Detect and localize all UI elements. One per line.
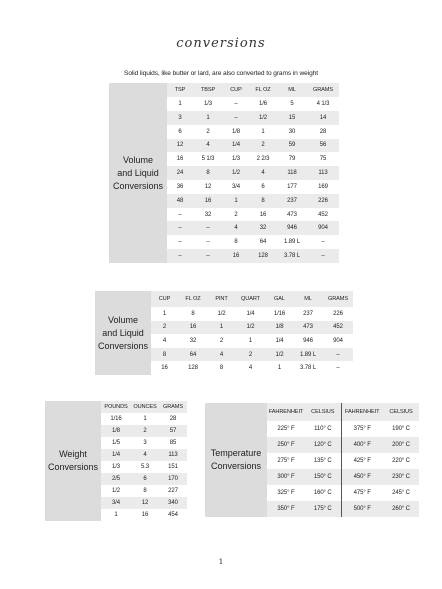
label-line: Volume <box>107 314 139 325</box>
table-cell: 1/2 <box>111 488 121 494</box>
table-cell: 2 <box>249 139 277 153</box>
table-cell: 79 <box>288 156 296 163</box>
table-cell: 1/2 <box>235 321 266 335</box>
table-cell: 275° F <box>277 458 295 464</box>
column-header: OUNCES <box>131 401 159 413</box>
table-cell: 340 <box>159 497 187 509</box>
table-cell: 1/4 <box>275 337 284 344</box>
label-line: and Liquid <box>102 327 144 338</box>
table-header-row <box>167 83 339 97</box>
table-cell: 400° F <box>341 437 383 453</box>
table-cell: 135° C <box>313 458 332 464</box>
column-header: ML <box>293 291 323 307</box>
table-cell: 1 <box>223 194 249 208</box>
table-row <box>267 469 419 485</box>
column-header: GRAMS <box>307 83 339 97</box>
table-cell: 500° F <box>341 501 383 517</box>
table-cell: 1/5 <box>111 440 121 446</box>
page-subtitle: Solid liquids, like butter or lard, are also converted to grams in weight <box>124 70 318 77</box>
table-cell: 1 <box>248 337 253 344</box>
table-cell: 1/2 <box>266 348 293 362</box>
table-cell: 113 <box>307 166 339 180</box>
table-cell: 946 <box>303 337 313 344</box>
table-cell: 1/3 <box>111 464 121 470</box>
column-header: CELSIUS <box>383 403 419 421</box>
table-cell: 1 <box>208 321 235 335</box>
table-cell: 237 <box>303 310 313 317</box>
table-cell: 473 <box>287 211 297 218</box>
table-cell: 85 <box>169 440 177 446</box>
column-header: FAHRENHEIT <box>267 403 305 421</box>
table-cell: 227 <box>168 488 178 494</box>
table-cell: 190° C <box>392 426 410 432</box>
table-cell: 4 1/3 <box>316 100 330 107</box>
column-header: FL OZ <box>249 83 277 97</box>
table-row <box>267 501 419 517</box>
table-cell: 904 <box>333 337 343 344</box>
table-row <box>267 453 419 469</box>
table-cell: – <box>193 249 223 263</box>
table-cell: 225° F <box>277 426 295 432</box>
temperature-conversions-table <box>205 403 419 517</box>
table-cell: 3 <box>167 111 193 125</box>
volume-conversions-table-2 <box>95 291 353 375</box>
weight-conversions-table <box>45 401 187 521</box>
table-cell: 2/5 <box>101 473 131 485</box>
table-cell: 16 <box>161 365 168 372</box>
table-cell: 4 <box>208 348 235 362</box>
volume-conversions-table-1 <box>109 83 339 263</box>
table-cell: 4 <box>249 166 277 180</box>
table-row <box>101 425 187 437</box>
column-header: GRAMS <box>159 401 187 413</box>
table-cell: 904 <box>307 221 339 235</box>
table-cell: 160° C <box>313 490 332 496</box>
table-row <box>151 348 353 362</box>
page-title: conversions <box>176 36 266 51</box>
table-cell: 2 <box>131 425 159 437</box>
table-cell: – <box>336 365 340 372</box>
table-cell: 946 <box>277 221 307 235</box>
table-cell: 1/4 <box>101 449 131 461</box>
volume-grid-1 <box>167 83 339 263</box>
table-cell: 12 <box>131 497 159 509</box>
table-row <box>167 235 339 249</box>
table-cell: – <box>206 239 210 246</box>
column-header: PINT <box>208 291 235 307</box>
table-cell: 24 <box>167 166 193 180</box>
table-cell: 2 <box>206 128 210 135</box>
table-row <box>151 321 353 335</box>
table-cell: 1/2 <box>249 111 277 125</box>
table-row <box>167 139 339 153</box>
label-line: Conversions <box>47 462 99 472</box>
table-cell: 454 <box>168 512 178 518</box>
table-row <box>151 307 353 321</box>
table-cell: 450° F <box>341 469 383 485</box>
label-line: Volume <box>122 154 154 165</box>
table-cell: 1 <box>193 111 223 125</box>
table-cell: 245° C <box>392 490 410 496</box>
table-cell: 1/8 <box>266 321 293 335</box>
table-cell: 150° C <box>305 469 341 485</box>
table-cell: 2 <box>219 337 224 344</box>
table-cell: 473 <box>293 321 323 335</box>
table-cell: 28 <box>319 128 327 135</box>
weight-grid <box>101 401 187 521</box>
table-cell: 1/3 <box>231 156 241 163</box>
table-cell: 64 <box>259 239 267 246</box>
table-row <box>267 485 419 501</box>
table-cell: 1/4 <box>223 139 249 153</box>
table-cell: 6 <box>131 473 159 485</box>
table-cell: 200° C <box>383 437 419 453</box>
table-cell: 3/4 <box>101 497 131 509</box>
table-cell: – <box>323 348 353 362</box>
label-line: Conversions <box>97 340 149 351</box>
table-cell: 1 <box>261 128 265 135</box>
table-cell: 2 <box>235 348 266 362</box>
column-header: CELSIUS <box>305 403 341 421</box>
table-row <box>167 249 339 263</box>
table-cell: 226 <box>333 310 343 317</box>
table-cell: 8 <box>143 488 147 494</box>
table-cell: 15 <box>277 111 307 125</box>
table-header-row <box>151 291 353 307</box>
table-cell: 8 <box>193 166 223 180</box>
table-cell: 1/3 <box>203 100 213 107</box>
table-cell: 8 <box>191 310 195 317</box>
table-cell: – <box>193 221 223 235</box>
volume-label-2 <box>95 291 151 375</box>
label-line: and Liquid <box>117 167 159 178</box>
table-cell: 30 <box>288 128 296 135</box>
table-cell: 48 <box>167 194 193 208</box>
table-cell: 170 <box>159 473 187 485</box>
table-cell: 64 <box>178 348 208 362</box>
table-cell: 128 <box>249 249 277 263</box>
table-cell: 151 <box>168 464 178 470</box>
table-cell: 16 <box>141 512 149 518</box>
table-row <box>151 361 353 375</box>
table-row <box>101 473 187 485</box>
column-header: GRAMS <box>323 291 353 307</box>
table-cell: 1/8 <box>231 128 241 135</box>
table-cell: – <box>223 111 249 125</box>
table-row <box>101 437 187 449</box>
table-cell: 1 <box>114 512 118 518</box>
temperature-grid <box>267 403 419 517</box>
label-line: Temperature <box>210 448 262 458</box>
table-cell: 3 <box>143 440 147 446</box>
column-header: TSP <box>167 83 193 97</box>
column-header: ML <box>277 83 307 97</box>
table-row <box>167 166 339 180</box>
table-row <box>101 461 187 473</box>
table-row <box>167 208 339 222</box>
page-number: 1 <box>218 558 224 566</box>
table-cell: – <box>234 100 238 107</box>
table-cell: 56 <box>307 139 339 153</box>
table-row <box>267 421 419 437</box>
table-cell: 128 <box>188 365 198 372</box>
table-row <box>167 97 339 111</box>
table-cell: 1/6 <box>258 100 268 107</box>
table-cell: 226 <box>307 194 339 208</box>
table-cell: 169 <box>318 183 328 190</box>
table-cell: – <box>307 249 339 263</box>
column-header: FL OZ <box>178 291 208 307</box>
table-cell: – <box>167 249 193 263</box>
table-cell: 16 <box>193 194 223 208</box>
table-row <box>167 180 339 194</box>
table-cell: 452 <box>323 321 353 335</box>
column-header: CUP <box>151 291 178 307</box>
table-cell: 260° C <box>383 501 419 517</box>
table-cell: 32 <box>189 337 197 344</box>
table-cell: 4 <box>162 337 167 344</box>
table-cell: 8 <box>151 348 178 362</box>
table-cell: 4 <box>131 449 159 461</box>
table-cell: 16 <box>223 249 249 263</box>
table-row <box>167 111 339 125</box>
label-line: Weight <box>59 449 87 459</box>
table-cell: 12 <box>204 183 212 190</box>
table-cell: 1 <box>143 416 147 422</box>
table-cell: 3.78 L <box>277 249 307 263</box>
table-cell: 5.3 <box>140 464 150 470</box>
table-cell: 59 <box>277 139 307 153</box>
table-cell: 1 <box>277 365 282 372</box>
table-header-row <box>101 401 187 413</box>
table-cell: 1 <box>178 100 182 107</box>
column-header: QUART <box>235 291 266 307</box>
table-cell: 1.89 L <box>293 348 323 362</box>
column-header: CUP <box>223 83 249 97</box>
table-cell: 237 <box>277 194 307 208</box>
table-cell: 1/16 <box>273 310 286 317</box>
table-cell: 118 <box>277 166 307 180</box>
table-cell: 14 <box>307 111 339 125</box>
table-cell: 8 <box>234 239 238 246</box>
table-cell: 8 <box>219 365 224 372</box>
table-cell: 3/4 <box>231 183 241 190</box>
temperature-label <box>205 403 267 517</box>
table-cell: 175° C <box>305 501 341 517</box>
table-cell: 6 <box>178 128 182 135</box>
table-cell: 8 <box>249 194 277 208</box>
table-cell: 250° F <box>267 437 305 453</box>
table-cell: 300° F <box>267 469 305 485</box>
column-header: GAL <box>266 291 293 307</box>
table-cell: 120° C <box>305 437 341 453</box>
label-line: Conversions <box>112 180 164 191</box>
column-header: FAHRENHEIT <box>341 403 383 421</box>
table-cell: 75 <box>319 156 327 163</box>
table-cell: 113 <box>159 449 187 461</box>
column-header: POUNDS <box>101 401 131 413</box>
table-cell: 4 <box>193 139 223 153</box>
table-cell: 6 <box>261 183 265 190</box>
weight-label <box>45 401 101 521</box>
table-cell: 2 <box>151 321 178 335</box>
table-cell: 220° C <box>392 458 410 464</box>
table-cell: 452 <box>318 211 328 218</box>
table-row <box>167 221 339 235</box>
table-cell: – <box>321 239 325 246</box>
table-cell: 4 <box>223 221 249 235</box>
table-cell: 1/16 <box>110 416 122 422</box>
table-cell: 1 <box>162 310 167 317</box>
table-cell: 16 <box>178 321 208 335</box>
table-row <box>101 413 187 425</box>
table-cell: 375° F <box>341 421 383 437</box>
table-row <box>101 509 187 521</box>
table-row <box>167 194 339 208</box>
table-cell: 32 <box>204 211 212 218</box>
table-cell: 57 <box>159 425 187 437</box>
table-cell: 12 <box>167 139 193 153</box>
table-cell: 2 <box>234 211 238 218</box>
volume-grid-2 <box>151 291 353 375</box>
table-cell: 425° F <box>341 453 383 469</box>
table-row <box>101 485 187 497</box>
table-cell: 16 <box>259 211 267 218</box>
column-header: TBSP <box>193 83 223 97</box>
table-header-row <box>267 403 419 421</box>
table-cell: – <box>178 211 182 218</box>
table-row <box>267 437 419 453</box>
table-cell: 5 1/3 <box>201 156 215 163</box>
table-cell: 16 <box>176 156 184 163</box>
table-cell: 3.78 L <box>299 365 317 372</box>
table-row <box>151 334 353 348</box>
table-cell: 1/2 <box>223 166 249 180</box>
table-row <box>167 125 339 139</box>
table-row <box>167 152 339 166</box>
table-cell: 2 2/3 <box>256 156 270 163</box>
table-row <box>101 449 187 461</box>
table-cell: 1/4 <box>246 310 255 317</box>
table-row <box>101 497 187 509</box>
volume-label-1 <box>109 83 167 263</box>
table-cell: 5 <box>290 100 294 107</box>
table-cell: – <box>178 239 182 246</box>
table-cell: 4 <box>248 365 253 372</box>
table-cell: 177 <box>287 183 297 190</box>
table-cell: 325° F <box>277 490 295 496</box>
table-cell: 32 <box>249 221 277 235</box>
table-cell: 36 <box>176 183 184 190</box>
table-cell: 1/8 <box>101 425 131 437</box>
table-cell: 230° C <box>383 469 419 485</box>
table-cell: 350° F <box>267 501 305 517</box>
table-cell: 1.89 L <box>283 239 301 246</box>
label-line: Conversions <box>210 461 262 471</box>
table-cell: 28 <box>169 416 177 422</box>
table-cell: – <box>167 221 193 235</box>
table-cell: 1/2 <box>217 310 226 317</box>
table-cell: 110° C <box>314 426 332 432</box>
table-cell: 475° F <box>341 485 383 501</box>
